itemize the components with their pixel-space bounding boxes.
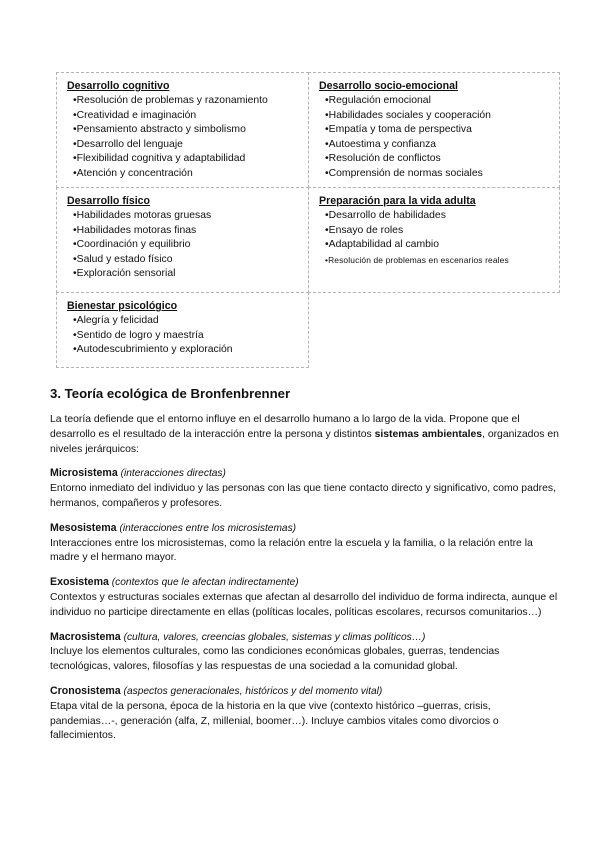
- system-macrosistema: [50, 630, 560, 675]
- list-item: •Adaptabilidad al cambio: [325, 239, 439, 251]
- list-item: •Autodescubrimiento y exploración: [73, 344, 233, 356]
- list-item: •Habilidades sociales y cooperación: [325, 109, 491, 121]
- list-item: •Exploración sensorial: [73, 268, 176, 280]
- section-heading: 3. Teoría ecológica de Bronfenbrenner: [50, 386, 291, 401]
- list-cognitive: [67, 94, 300, 182]
- development-table: [56, 72, 560, 368]
- list-item: •Alegría y felicidad: [73, 315, 159, 326]
- list-item: •Salud y estado físico: [73, 253, 173, 265]
- system-note: (cultura, valores, creencias globales, sistemas y climas políticos…): [123, 631, 426, 643]
- system-text: Entorno inmediato del individuo y las personas con las que tiene contacto directo y significativo, como padres, hermanos, compañeros y profesores.: [50, 483, 556, 509]
- system-name: Cronosistema: [50, 684, 121, 697]
- system-note: (interacciones entre los microsistemas): [119, 522, 297, 534]
- list-item: •Ensayo de roles: [325, 224, 404, 236]
- list-item: •Habilidades motoras gruesas: [73, 210, 212, 221]
- cell-cognitive: [56, 72, 309, 188]
- system-text: Contextos y estructuras sociales externas que afectan al desarrollo del individuo de forma indirecta, aunque el individuo no participe directamente en ellas (políticas locales, políticas escolares, recursos comunitarios…): [50, 591, 558, 618]
- list-item: •Atención y concentración: [73, 167, 193, 179]
- system-name: Macrosistema: [50, 630, 121, 643]
- list-item: •Empatía y toma de perspectiva: [325, 124, 472, 136]
- cell-socio-emotional: [308, 72, 560, 188]
- system-name: Mesosistema: [50, 521, 117, 534]
- cell-title-physical: Desarrollo físico: [67, 195, 151, 207]
- system-note: (interacciones directas): [120, 468, 226, 480]
- system-mesosistema: [50, 521, 560, 566]
- list-socio-emotional: [319, 94, 551, 182]
- system-name: Exosistema: [50, 576, 109, 589]
- list-item: •Habilidades motoras finas: [73, 224, 197, 236]
- list-item: •Pensamiento abstracto y simbolismo: [73, 124, 246, 136]
- list-item: •Resolución de conflictos: [325, 153, 441, 165]
- list-item: •Desarrollo del lenguaje: [73, 138, 183, 150]
- system-text: Incluye los elementos culturales, como las condiciones económicas globales, guerras, tendencias tecnológicas, valores, filosofías y las respuestas de una sociedad a la comunidad global.: [50, 646, 500, 673]
- cell-wellbeing: [56, 292, 309, 368]
- bronfenbrenner-section: [50, 386, 560, 753]
- system-name: Microsistema: [50, 467, 118, 480]
- list-wellbeing: [67, 314, 300, 358]
- system-cronosistema: [50, 684, 560, 744]
- cell-title-adult-life: Preparación para la vida adulta: [319, 195, 476, 207]
- system-microsistema: [50, 466, 560, 511]
- list-item: •Sentido de logro y maestría: [73, 329, 204, 341]
- list-item: •Resolución de problemas en escenarios reales: [325, 254, 509, 265]
- cell-adult-life: [308, 187, 560, 293]
- system-text: Interacciones entre los microsistemas, como la relación entre la escuela y la familia, o la relación entre la madre y el hermano mayor.: [50, 537, 533, 564]
- list-adult-life: [319, 209, 551, 267]
- cell-title-cognitive: Desarrollo cognitivo: [67, 80, 170, 92]
- system-note: (aspectos generacionales, históricos y del momento vital): [123, 685, 383, 697]
- list-physical: [67, 209, 300, 282]
- system-note: (contextos que le afectan indirectamente): [111, 577, 299, 589]
- system-exosistema: [50, 575, 560, 620]
- list-item: •Resolución de problemas y razonamiento: [73, 95, 268, 106]
- cell-title-socio-emotional: Desarrollo socio-emocional: [319, 80, 458, 92]
- intro-paragraph: La teoría defiende que el entorno influye en el desarrollo humano a lo largo de la vida. Propone que el desarrollo es el resultado de la interacción entre la persona y distintos sistemas ambientales, organizados en niveles jerárquicos:: [50, 414, 559, 455]
- list-item: •Flexibilidad cognitiva y adaptabilidad: [73, 153, 246, 165]
- list-item: •Coordinación y equilibrio: [73, 239, 191, 251]
- system-text: Etapa vital de la persona, época de la historia en la que vive (contexto histórico –guerras, crisis, pandemias…-, generación (alfa, Z, millenial, boomer…). Incluye cambios vitales como divorcios o fallecimientos.: [50, 700, 499, 742]
- cell-title-wellbeing: Bienestar psicológico: [67, 300, 178, 312]
- list-item: •Creatividad e imaginación: [73, 109, 197, 121]
- cell-physical: [56, 187, 309, 293]
- list-item: •Regulación emocional: [325, 95, 431, 106]
- list-item: •Autoestima y confianza: [325, 138, 437, 150]
- list-item: •Comprensión de normas sociales: [325, 167, 483, 179]
- list-item: •Desarrollo de habilidades: [325, 210, 446, 221]
